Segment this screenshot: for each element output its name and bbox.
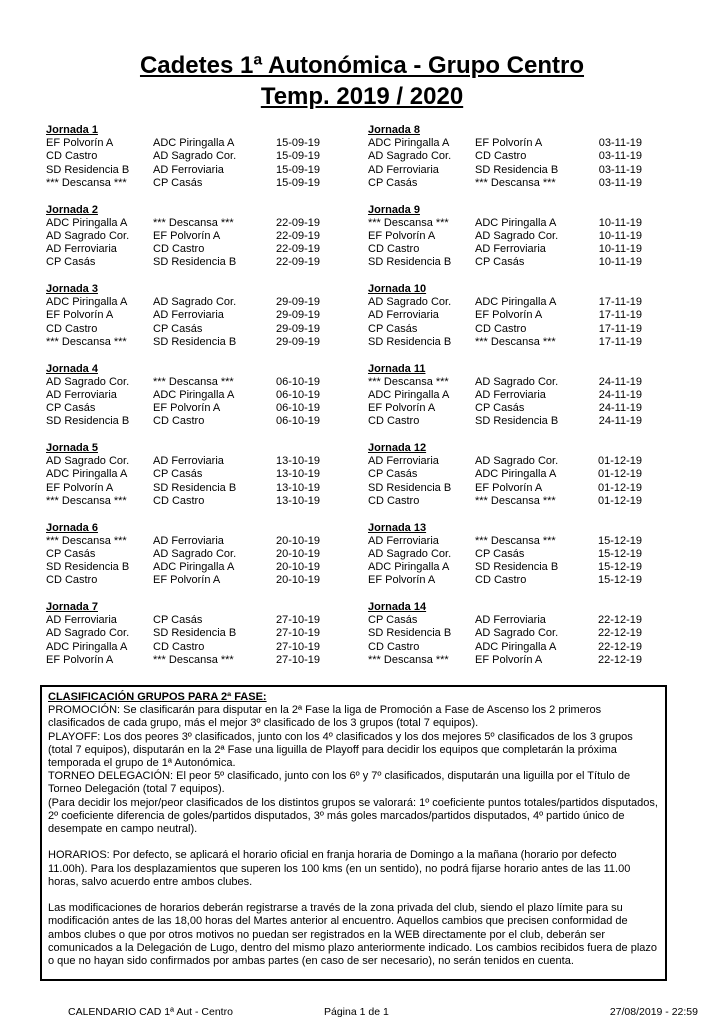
away-team: AD Ferroviaria (153, 455, 224, 468)
match-date: 29-09-19 (275, 296, 320, 309)
home-team: AD Sagrado Cor. (368, 150, 452, 163)
home-team: CP Casás (46, 402, 96, 415)
match-date: 29-09-19 (275, 335, 320, 348)
home-team: AD Ferroviaria (368, 163, 439, 176)
match-row (368, 177, 698, 190)
home-team: EF Polvorín A (46, 309, 114, 322)
away-team: *** Descansa *** (475, 176, 556, 189)
home-team: AD Ferroviaria (46, 243, 117, 256)
away-team: *** Descansa *** (153, 375, 234, 388)
away-team: AD Sagrado Cor. (475, 455, 559, 468)
jornada-heading: Jornada 10 (368, 283, 427, 295)
home-team: CD Castro (46, 150, 98, 163)
match-row (46, 230, 376, 243)
home-team: ADC Piringalla A (368, 137, 450, 150)
home-team: CP Casás (46, 547, 96, 560)
match-date: 03-11-19 (598, 150, 642, 163)
away-team: SD Residencia B (153, 256, 237, 269)
match-date: 10-11-19 (598, 256, 642, 269)
match-date: 27-10-19 (275, 640, 320, 653)
away-team: EF Polvorín A (153, 229, 221, 242)
away-team: AD Ferroviaria (153, 163, 224, 176)
match-row (46, 561, 376, 574)
home-team: EF Polvorín A (46, 653, 114, 666)
away-team: SD Residencia B (475, 415, 559, 428)
home-team: CD Castro (46, 574, 98, 587)
away-team: ADC Piringalla A (153, 388, 235, 401)
home-team: AD Ferroviaria (368, 309, 439, 322)
match-row (368, 614, 698, 627)
home-team: *** Descansa *** (368, 216, 449, 229)
match-date: 15-12-19 (597, 547, 642, 560)
home-team: SD Residencia B (46, 415, 130, 428)
away-team: EF Polvorín A (475, 481, 543, 494)
match-date: 01-12-19 (597, 481, 642, 494)
home-team: *** Descansa *** (46, 176, 127, 189)
match-row (368, 243, 698, 256)
rules-promocion: PROMOCIÓN: Se clasificarán para disputar en la 2ª Fase la liga de Promoción a Fase de Ascenso los 2 primeros clasificados de cada grupo, más el mejor 3º clasificado de los 3 grupos (total 7 equipos). (48, 704, 602, 730)
match-date: 22-09-19 (275, 216, 320, 229)
match-row (368, 296, 698, 309)
jornada-heading: Jornada 13 (368, 521, 427, 534)
match-date: 22-12-19 (597, 640, 642, 653)
home-team: AD Sagrado Cor. (46, 455, 130, 468)
match-date: 15-09-19 (275, 163, 320, 176)
match-date: 24-11-19 (598, 375, 642, 388)
jornada-block (368, 522, 698, 602)
away-team: ADC Piringalla A (153, 561, 235, 574)
match-row (368, 256, 698, 269)
jornada-heading: Jornada 11 (368, 362, 426, 375)
home-team: CD Castro (368, 494, 420, 507)
jornada-heading: Jornada 2 (46, 203, 98, 216)
away-team: AD Sagrado Cor. (475, 229, 559, 242)
home-team: CP Casás (368, 614, 418, 627)
jornada-heading: Jornada 14 (368, 601, 427, 613)
match-row (46, 482, 376, 495)
jornada-heading: Jornada 5 (46, 442, 98, 454)
jornada-block (368, 124, 698, 204)
home-team: SD Residencia B (368, 627, 452, 640)
away-team: CD Castro (475, 150, 527, 163)
schedule-column-left (46, 124, 376, 681)
match-row (46, 468, 376, 481)
away-team: AD Ferroviaria (475, 614, 546, 627)
match-row (368, 402, 698, 415)
match-date: 27-10-19 (275, 653, 320, 666)
home-team: CP Casás (368, 176, 418, 189)
match-row (368, 137, 698, 150)
away-team: CP Casás (153, 322, 203, 335)
away-team: AD Ferroviaria (153, 534, 224, 547)
away-team: EF Polvorín A (475, 309, 543, 322)
match-row (368, 482, 698, 495)
match-date: 15-12-19 (597, 561, 642, 574)
jornada-heading: Jornada 3 (46, 283, 98, 295)
home-team: ADC Piringalla A (46, 216, 128, 229)
home-team: SD Residencia B (46, 561, 130, 574)
match-row (368, 627, 698, 640)
home-team: *** Descansa *** (46, 534, 127, 547)
match-date: 03-11-19 (598, 137, 642, 150)
away-team: *** Descansa *** (153, 216, 234, 229)
home-team: CP Casás (46, 256, 96, 269)
match-date: 15-09-19 (275, 150, 320, 163)
schedule-column-right (368, 124, 698, 681)
match-row (46, 495, 376, 508)
jornada-block (46, 124, 376, 204)
match-row (368, 654, 698, 667)
match-date: 29-09-19 (275, 309, 320, 322)
match-date: 10-11-19 (598, 229, 642, 242)
match-row (46, 243, 376, 256)
home-team: AD Sagrado Cor. (368, 547, 452, 560)
match-row (46, 415, 376, 428)
away-team: ADC Piringalla A (153, 137, 235, 150)
away-team: SD Residencia B (475, 561, 559, 574)
match-row (46, 150, 376, 163)
home-team: CD Castro (368, 243, 420, 256)
away-team: *** Descansa *** (475, 534, 556, 547)
match-row (368, 164, 698, 177)
rules-box (40, 685, 667, 981)
match-date: 22-12-19 (597, 614, 642, 627)
away-team: SD Residencia B (153, 481, 237, 494)
match-row (368, 455, 698, 468)
home-team: CD Castro (46, 322, 98, 335)
match-date: 17-11-19 (598, 322, 642, 335)
match-date: 17-11-19 (598, 335, 642, 348)
match-date: 20-10-19 (275, 547, 320, 560)
home-team: *** Descansa *** (368, 375, 449, 388)
match-date: 13-10-19 (275, 468, 320, 481)
match-date: 03-11-19 (598, 163, 642, 176)
match-row (46, 535, 376, 548)
jornada-block (46, 283, 376, 363)
home-team: AD Ferroviaria (46, 388, 117, 401)
match-row (368, 309, 698, 322)
match-row (368, 150, 698, 163)
match-date: 15-12-19 (597, 534, 642, 547)
jornada-block (368, 283, 698, 363)
match-date: 22-09-19 (275, 243, 320, 256)
match-date: 13-10-19 (275, 494, 320, 507)
jornada-block (368, 204, 698, 284)
match-date: 20-10-19 (275, 574, 320, 587)
match-date: 24-11-19 (598, 388, 642, 401)
away-team: AD Sagrado Cor. (153, 150, 237, 163)
home-team: EF Polvorín A (368, 402, 436, 415)
away-team: CP Casás (153, 468, 203, 481)
match-date: 01-12-19 (597, 494, 642, 507)
match-date: 06-10-19 (275, 388, 320, 401)
jornada-heading: Jornada 6 (46, 521, 98, 534)
rules-playoff: PLAYOFF: Los dos peores 3º clasificados, junto con los 4º clasificados y los dos mejores 5º clasificados de los 3 grupos (total 7 equipos), disputarán en la 2ª Fase una liguilla de Playoff para decidir los equipos que completarán la próxima temporada el grupo de 1ª Autonómica. (48, 730, 633, 770)
away-team: AD Sagrado Cor. (475, 375, 559, 388)
home-team: AD Ferroviaria (46, 614, 117, 627)
home-team: SD Residencia B (368, 481, 452, 494)
jornada-heading: Jornada 9 (368, 203, 420, 216)
jornada-block (46, 522, 376, 602)
away-team: EF Polvorín A (153, 574, 221, 587)
match-row (46, 627, 376, 640)
match-date: 06-10-19 (275, 415, 320, 428)
rules-heading: CLASIFICACIÓN GRUPOS PARA 2ª FASE: (48, 691, 267, 703)
home-team: SD Residencia B (368, 256, 452, 269)
away-team: AD Sagrado Cor. (153, 547, 237, 560)
match-row (46, 455, 376, 468)
away-team: *** Descansa *** (475, 494, 556, 507)
away-team: CD Castro (475, 322, 527, 335)
away-team: CD Castro (153, 243, 205, 256)
jornada-heading: Jornada 12 (368, 442, 427, 454)
away-team: CD Castro (153, 494, 205, 507)
match-row (46, 389, 376, 402)
jornada-heading: Jornada 8 (368, 124, 420, 136)
away-team: EF Polvorín A (475, 653, 543, 666)
home-team: AD Sagrado Cor. (46, 229, 130, 242)
match-date: 22-09-19 (275, 229, 320, 242)
away-team: ADC Piringalla A (475, 296, 557, 309)
home-team: ADC Piringalla A (368, 561, 450, 574)
home-team: EF Polvorín A (46, 137, 114, 150)
match-date: 10-11-19 (598, 243, 642, 256)
match-row (46, 376, 376, 389)
away-team: AD Ferroviaria (475, 388, 546, 401)
away-team: CD Castro (153, 640, 205, 653)
jornada-block (46, 204, 376, 284)
home-team: AD Sagrado Cor. (46, 627, 130, 640)
home-team: ADC Piringalla A (46, 296, 128, 309)
match-row (46, 177, 376, 190)
match-date: 20-10-19 (275, 534, 320, 547)
match-date: 24-11-19 (598, 402, 642, 415)
away-team: SD Residencia B (475, 163, 559, 176)
jornada-block (46, 601, 376, 681)
match-row (368, 217, 698, 230)
away-team: SD Residencia B (153, 335, 237, 348)
jornada-block (46, 442, 376, 522)
away-team: CP Casás (475, 547, 525, 560)
away-team: *** Descansa *** (475, 335, 556, 348)
match-row (46, 641, 376, 654)
match-row (368, 323, 698, 336)
home-team: CD Castro (368, 415, 420, 428)
match-row (368, 468, 698, 481)
home-team: ADC Piringalla A (46, 640, 128, 653)
away-team: AD Sagrado Cor. (153, 296, 237, 309)
match-date: 06-10-19 (275, 375, 320, 388)
match-row (46, 137, 376, 150)
match-row (368, 535, 698, 548)
away-team: ADC Piringalla A (475, 216, 557, 229)
footer-page-number: Página 1 de 1 (324, 1006, 389, 1018)
home-team: AD Sagrado Cor. (368, 296, 452, 309)
match-row (46, 654, 376, 667)
match-date: 20-10-19 (275, 561, 320, 574)
rules-modificaciones: Las modificaciones de horarios deberán registrarse a través de la zona privada del club, siendo el plazo límite para su modificación antes de las 18,00 horas del Martes anterior al encuentro. Aquellos cambios que precisen conformidad de ambos clubes o que por otros motivos no puedan ser registrados en la WEB directamente por el club, deberán ser comunicados a la Delegación de Lugo, dentro del mismo plazo anteriormente indicado. Los cambios recibidos fuera de plazo o que no hayan sido confirmados por ambas partes (en caso de ser necesario), no serán tenidos en cuenta. (48, 902, 658, 968)
jornada-heading: Jornada 4 (46, 362, 98, 375)
away-team: CP Casás (475, 256, 525, 269)
home-team: *** Descansa *** (368, 653, 449, 666)
match-row (46, 296, 376, 309)
home-team: *** Descansa *** (46, 494, 127, 507)
jornada-block (46, 363, 376, 443)
away-team: ADC Piringalla A (475, 468, 557, 481)
home-team: EF Polvorín A (46, 481, 114, 494)
home-team: ADC Piringalla A (368, 388, 450, 401)
match-date: 27-10-19 (275, 614, 320, 627)
match-date: 06-10-19 (275, 402, 320, 415)
home-team: CP Casás (368, 322, 418, 335)
match-row (46, 548, 376, 561)
match-date: 13-10-19 (275, 455, 320, 468)
match-row (368, 389, 698, 402)
match-row (46, 402, 376, 415)
home-team: AD Sagrado Cor. (46, 375, 130, 388)
match-row (46, 164, 376, 177)
match-date: 01-12-19 (597, 468, 642, 481)
away-team: CD Castro (475, 574, 527, 587)
match-date: 27-10-19 (275, 627, 320, 640)
jornada-heading: Jornada 1 (46, 124, 98, 136)
jornada-block (368, 363, 698, 443)
footer-document-name: CALENDARIO CAD 1ª Aut - Centro (68, 1006, 233, 1018)
away-team: AD Ferroviaria (475, 243, 546, 256)
match-row (368, 336, 698, 349)
home-team: *** Descansa *** (46, 335, 127, 348)
jornada-block (368, 601, 698, 681)
match-row (368, 574, 698, 587)
match-row (46, 614, 376, 627)
match-row (368, 230, 698, 243)
match-date: 24-11-19 (598, 415, 642, 428)
away-team: CP Casás (153, 614, 203, 627)
home-team: CP Casás (368, 468, 418, 481)
home-team: CD Castro (368, 640, 420, 653)
home-team: SD Residencia B (368, 335, 452, 348)
away-team: EF Polvorín A (475, 137, 543, 150)
match-date: 01-12-19 (597, 455, 642, 468)
match-date: 03-11-19 (598, 176, 642, 189)
home-team: AD Ferroviaria (368, 455, 439, 468)
match-date: 10-11-19 (598, 216, 642, 229)
away-team: ADC Piringalla A (475, 640, 557, 653)
jornada-block (368, 442, 698, 522)
match-row (46, 217, 376, 230)
match-row (368, 548, 698, 561)
match-row (368, 376, 698, 389)
away-team: AD Ferroviaria (153, 309, 224, 322)
home-team: SD Residencia B (46, 163, 130, 176)
away-team: AD Sagrado Cor. (475, 627, 559, 640)
jornada-heading: Jornada 7 (46, 601, 98, 613)
page-title: Cadetes 1ª Autonómica - Grupo Centro (139, 52, 585, 79)
away-team: CP Casás (475, 402, 525, 415)
match-row (46, 574, 376, 587)
match-row (368, 495, 698, 508)
home-team: ADC Piringalla A (46, 468, 128, 481)
match-row (368, 415, 698, 428)
match-date: 17-11-19 (598, 296, 642, 309)
match-date: 22-09-19 (275, 256, 320, 269)
match-row (46, 323, 376, 336)
match-row (46, 336, 376, 349)
match-date: 22-12-19 (597, 627, 642, 640)
home-team: EF Polvorín A (368, 574, 436, 587)
match-row (368, 561, 698, 574)
match-row (46, 309, 376, 322)
match-row (368, 641, 698, 654)
match-date: 15-09-19 (275, 137, 320, 150)
season-subtitle: Temp. 2019 / 2020 (260, 83, 464, 110)
match-date: 22-12-19 (597, 653, 642, 666)
match-date: 17-11-19 (598, 309, 642, 322)
match-date: 13-10-19 (275, 481, 320, 494)
away-team: SD Residencia B (153, 627, 237, 640)
rules-horarios: HORARIOS: Por defecto, se aplicará el horario oficial en franja horaria de Domingo a la mañana (horario por defecto 11.00h). Para los desplazamientos que superen los 100 kms (en un sentido), no podrá fijarse horario antes de las 11.00 horas, salvo acuerdo entre ambos clubes. (48, 849, 631, 888)
away-team: EF Polvorín A (153, 402, 221, 415)
rules-criterios: (Para decidir los mejor/peor clasificados de los distintos grupos se valorará: 1º coeficiente puntos totales/partidos disputados, 2º coeficiente diferencia de goles/partidos disputados, 3º más goles marcados/partidos disputados, 4º partido único de desempate en campo neutral). (48, 796, 658, 836)
match-row (46, 256, 376, 269)
away-team: CD Castro (153, 415, 205, 428)
footer-timestamp: 27/08/2019 - 22:59 (609, 1006, 698, 1018)
rules-torneo: TORNEO DELEGACIÓN: El peor 5º clasificado, junto con los 6º y 7º clasificados, disputarán una liguilla por el Título de Torneo Delegación (total 7 equipos). (48, 770, 631, 796)
match-date: 15-09-19 (275, 176, 320, 189)
away-team: CP Casás (153, 176, 203, 189)
away-team: *** Descansa *** (153, 653, 234, 666)
home-team: AD Ferroviaria (368, 534, 439, 547)
home-team: EF Polvorín A (368, 229, 436, 242)
match-date: 29-09-19 (275, 322, 320, 335)
match-date: 15-12-19 (597, 574, 642, 587)
